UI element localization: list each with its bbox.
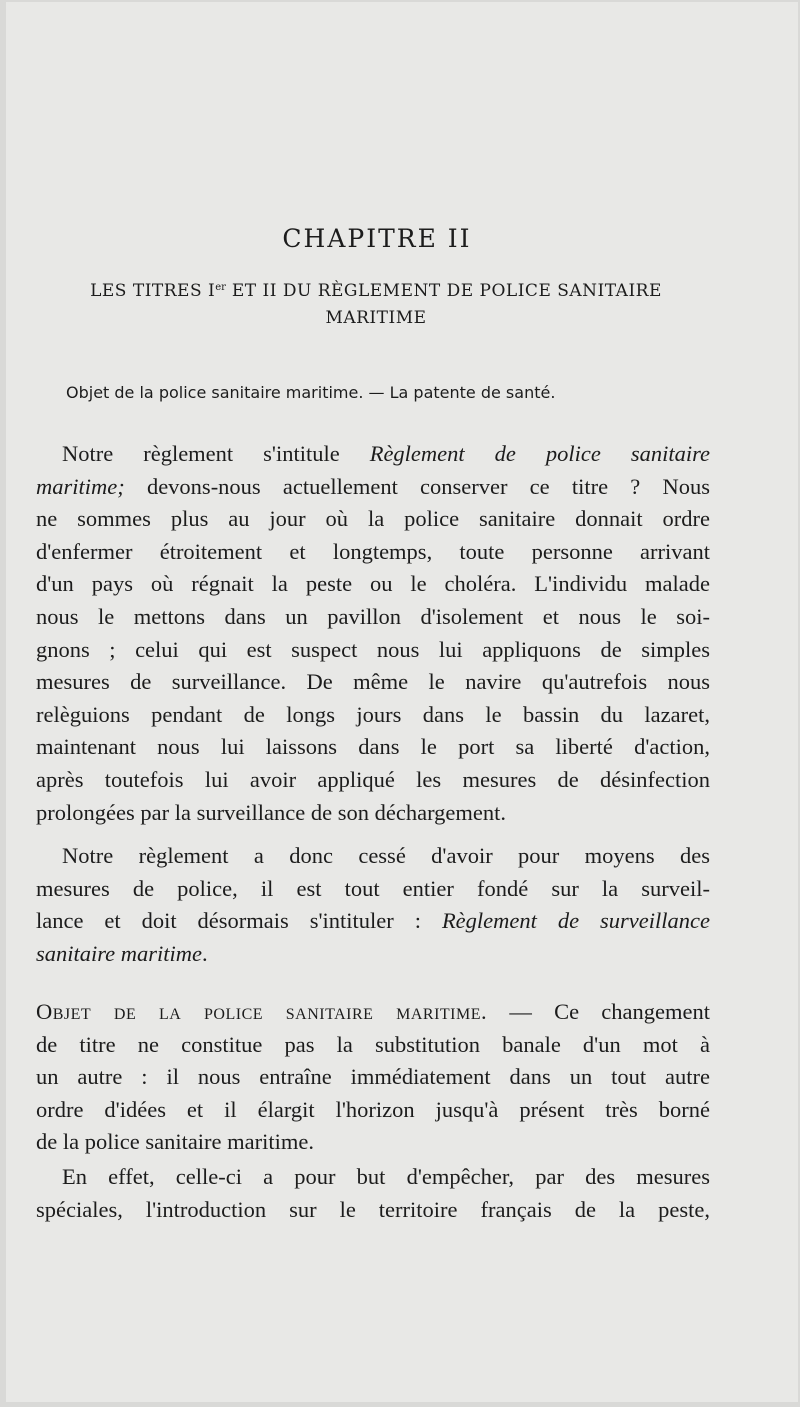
text-line: de la police sanitaire maritime. [36, 1129, 315, 1155]
text-line: gnons ; celui qui est suspect nous lui appliquons de simples [36, 636, 710, 662]
text-line: mesures de police, il est tout entier fondé sur la surveil- [36, 875, 710, 901]
text-run: lance et doit désormais s'intituler : [36, 908, 442, 934]
subtitle-superscript: er [215, 282, 226, 293]
subtitle-part1: LES TITRES I [90, 281, 216, 301]
italic-title: sanitaire maritime [36, 940, 203, 966]
text-line: Notre règlement a donc cessé d'avoir pour moyens des [62, 843, 710, 868]
text-line [36, 938, 710, 971]
text-line: spéciales, l'introduction sur le territoire français de la peste, [36, 1196, 710, 1222]
text-line [36, 905, 710, 938]
text-line [36, 438, 710, 471]
paragraph-2 [36, 840, 710, 970]
text-run: devons-nous actuellement conserver ce titre ? Nous [124, 473, 710, 499]
chapter-subtitle [46, 274, 706, 332]
section-heading: Objet de la police sanitaire maritime. [36, 999, 488, 1024]
text-line [36, 996, 710, 1029]
book-page [6, 2, 798, 1402]
text-line: relèguions pendant de longs jours dans le bassin du lazaret, [36, 701, 710, 727]
subtitle-part2: ET II DU RÈGLEMENT DE POLICE SANITAIRE [225, 281, 662, 301]
text-run: Notre règlement s'intitule [62, 441, 370, 466]
paragraph-4 [36, 1161, 710, 1226]
text-line: ordre d'idées et il élargit l'horizon jusqu'à présent très borné [36, 1096, 710, 1122]
text-line: En effet, celle-ci a pour but d'empêcher, par des mesures [62, 1164, 710, 1189]
italic-title: Règlement de surveillance [441, 908, 710, 934]
text-line: un autre : il nous entraîne immédiatement dans un tout autre [36, 1064, 710, 1090]
text-line: maintenant nous lui laissons dans le port sa liberté d'action, [36, 734, 710, 760]
text-line: de titre ne constitue pas la substitution banale d'un mot à [36, 1031, 710, 1057]
text-line [36, 471, 710, 504]
text-line: mesures de surveillance. De même le navire qu'autrefois nous [36, 669, 710, 695]
chapter-summary: Objet de la police sanitaire maritime. — La patente de santé. [66, 383, 556, 402]
chapter-title: CHAPITRE II [282, 224, 472, 253]
paragraph-3 [36, 996, 710, 1159]
text-line: prolongées par la surveillance de son déchargement. [36, 799, 507, 825]
subtitle-line2: MARITIME [325, 308, 427, 328]
text-line: nous le mettons dans un pavillon d'isolement et nous le soi- [36, 603, 710, 629]
text-run: — Ce changement [487, 999, 711, 1024]
text-run: . [202, 940, 208, 966]
text-line: d'un pays où régnait la peste ou le choléra. L'individu malade [36, 571, 710, 597]
text-line: ne sommes plus au jour où la police sanitaire donnait ordre [36, 506, 710, 532]
text-line: après toutefois lui avoir appliqué les mesures de désinfection [36, 766, 710, 792]
paragraph-1 [36, 438, 710, 829]
italic-title: maritime; [36, 473, 125, 499]
italic-title: Règlement de police sanitaire [369, 441, 710, 466]
text-line: d'enfermer étroitement et longtemps, toute personne arrivant [36, 538, 710, 564]
